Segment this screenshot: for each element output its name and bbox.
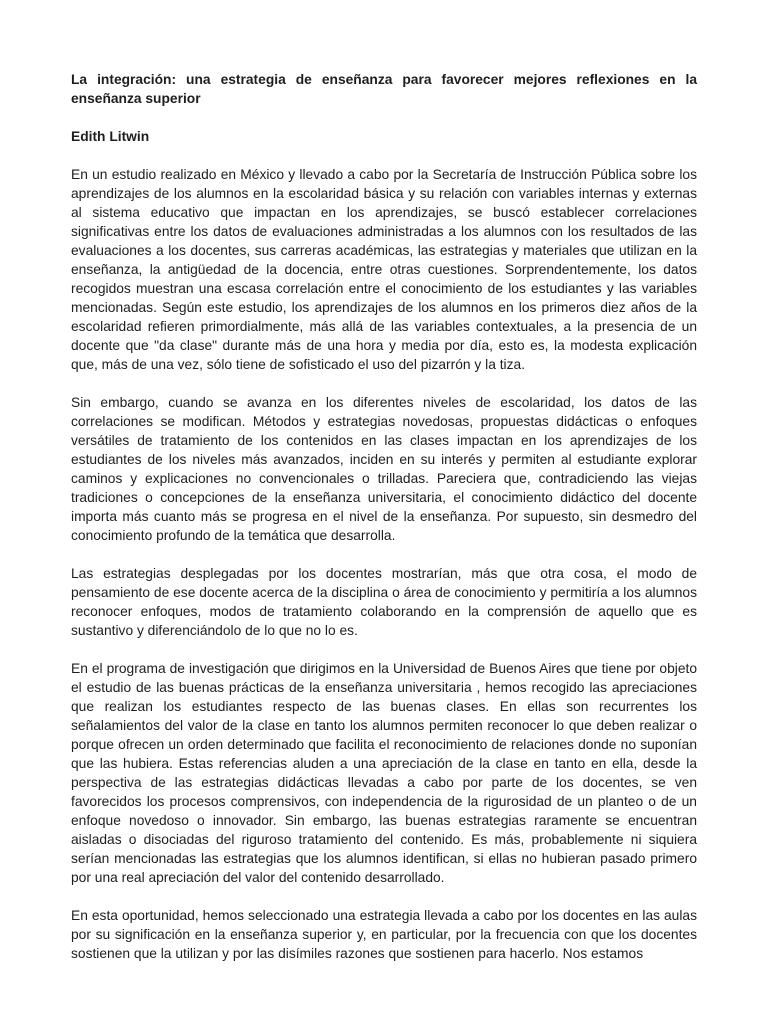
document-author: Edith Litwin <box>71 129 150 144</box>
document-title: La integración: una estrategia de enseñanza para favorecer mejores reflexiones en la enseñanza superior <box>71 72 697 106</box>
paragraph-3: Las estrategias desplegadas por los docentes mostrarían, más que otra cosa, el modo de pensamiento de ese docente acerca de la disciplina o área de conocimiento y permitiría a los alumnos reconocer enfoques, modos de tratamiento colaborando en la comprensión de aquello que es sustantivo y diferenciándolo de lo que no lo es. <box>71 566 697 638</box>
paragraph-5: En esta oportunidad, hemos seleccionado una estrategia llevada a cabo por los docentes en las aulas por su significación en la enseñanza superior y, en particular, por la frecuencia con que los docentes sostienen que la utilizan y por las disímiles razones que sostienen para hacerlo. Nos estamos <box>71 908 697 961</box>
paragraph-2: Sin embargo, cuando se avanza en los diferentes niveles de escolaridad, los datos de las correlaciones se modifican. Métodos y estrategias novedosas, propuestas didácticas o enfoques versátiles de tratamiento de los contenidos en las clases impactan en los aprendizajes de los estudiantes de los niveles más avanzados, inciden en su interés y permiten al estudiante explorar caminos y explicaciones no convencionales o trilladas. Pareciera que, contradiciendo las viejas tradiciones o concepciones de la enseñanza universitaria, el conocimiento didáctico del docente importa más cuanto más se progresa en el nivel de la enseñanza. Por supuesto, sin desmedro del conocimiento profundo de la temática que desarrolla. <box>71 395 697 543</box>
document-page <box>71 70 697 982</box>
paragraph-1: En un estudio realizado en México y llevado a cabo por la Secretaría de Instrucción Pública sobre los aprendizajes de los alumnos en la escolaridad básica y su relación con variables internas y externas al sistema educativo que impactan en los aprendizajes, se buscó establecer correlaciones significativas entre los datos de evaluaciones administradas a los alumnos con los resultados de las evaluaciones a los docentes, sus carreras académicas, las estrategias y materiales que utilizan en la enseñanza, la antigüedad de la docencia, entre otras cuestiones. Sorprendentemente, los datos recogidos muestran una escasa correlación entre el conocimiento de los estudiantes y las variables mencionadas. Según este estudio, los aprendizajes de los alumnos en los primeros diez años de la escolaridad refieren primordialmente, más allá de las variables contextuales, a la presencia de un docente que "da clase" durante más de una hora y media por día, esto es, la modesta explicación que, más de una vez, sólo tiene de sofisticado el uso del pizarrón y la tiza. <box>71 167 697 372</box>
paragraph-4: En el programa de investigación que dirigimos en la Universidad de Buenos Aires que tiene por objeto el estudio de las buenas prácticas de la enseñanza universitaria , hemos recogido las apreciaciones que realizan los estudiantes respecto de las buenas clases. En ellas son recurrentes los señalamientos del valor de la clase en tanto los alumnos permiten reconocer lo que deben realizar o porque ofrecen un orden determinado que facilita el reconocimiento de relaciones donde no suponían que las hubiera. Estas referencias aluden a una apreciación de la clase en tanto en ella, desde la perspectiva de las estrategias didácticas llevadas a cabo por parte de los docentes, se ven favorecidos los procesos comprensivos, con independencia de la rigurosidad de un planteo o de un enfoque novedoso o innovador. Sin embargo, las buenas estrategias raramente se encuentran aisladas o disociadas del riguroso tratamiento del contenido. Es más, probablemente ni siquiera serían mencionadas las estrategias que los alumnos identifican, si ellas no hubieran pasado primero por una real apreciación del valor del contenido desarrollado. <box>71 661 697 885</box>
